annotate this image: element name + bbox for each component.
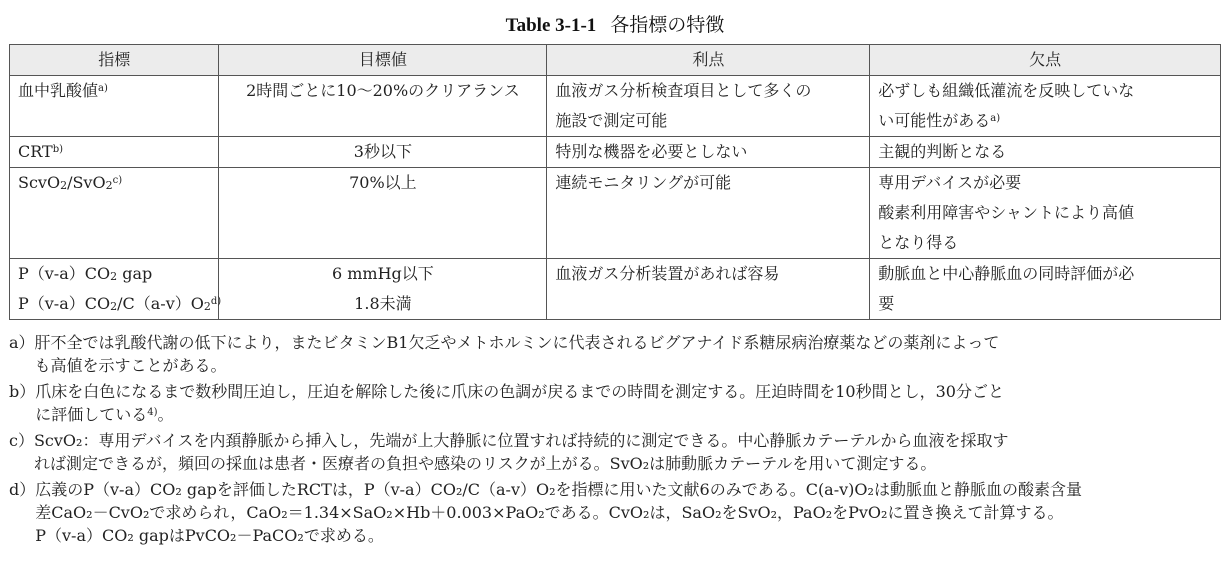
column-header-indicator: 指標 — [10, 45, 219, 76]
cell-indicator: 血中乳酸値$^{a)}$ — [10, 76, 219, 137]
footnote-b: b） 爪床を白色になるまで数秒間圧迫し，圧迫を解除した後に爪床の色調が戻るまでの時間を測定する。圧迫時間を10秒間とし，30分ごと に評価している$^{4)}$。 — [9, 382, 1004, 424]
column-header-advantage: 利点 — [547, 45, 870, 76]
table-header-row — [10, 45, 1221, 76]
cell-advantage: 連続モニタリングが可能 — [547, 168, 870, 259]
table-row — [10, 259, 1221, 320]
indicator-table — [9, 44, 1221, 320]
cell-disadvantage: 必ずしも組織低灌流を反映していな い可能性がある$^{a)}$ — [870, 76, 1221, 137]
cell-advantage: 血液ガス分析装置があれば容易 — [547, 259, 870, 320]
cell-disadvantage: 専用デバイスが必要 酸素利用障害やシャントにより高値 となり得る — [870, 168, 1221, 259]
table-row — [10, 168, 1221, 259]
footnote-a: a） 肝不全では乳酸代謝の低下により，またビタミンB1欠乏やメトホルミンに代表されるビグアナイド系糖尿病治療薬などの薬剤によって も高値を示すことがある。 — [9, 333, 1000, 375]
table-number: Table 3-1-1 — [505, 15, 597, 36]
footnote-d: d） 広義のP（v-a）CO₂ gapを評価したRCTは，P（v-a）CO₂/C（a-v）O₂を指標に用いた文献6のみである。C(a-v)O₂は動脈血と静脈血の酸素含量 差CaO₂－CvO₂で求められ，CaO₂＝1.34×SaO₂×Hb＋0.003×PaO₂である。CvO₂は，SaO₂をSvO₂，PaO₂をPvO₂に置き換えて計算する。 P（v-a）CO₂ gapはPvCO₂－PaCO₂で求める。 — [9, 480, 1082, 545]
cell-target: 2時間ごとに10～20%のクリアランス — [219, 76, 547, 137]
cell-target: 70%以上 — [219, 168, 547, 259]
cell-indicator: $P(v-a)CO_2$ gap $P(v-a)CO_2/C(a-v)O_2^{d)}$ — [10, 259, 219, 320]
cell-advantage: 血液ガス分析検査項目として多くの 施設で測定可能 — [547, 76, 870, 137]
cell-disadvantage: 主観的判断となる — [870, 137, 1221, 168]
cell-target: 3秒以下 — [219, 137, 547, 168]
table-caption: 各指標の特徴 — [610, 14, 725, 36]
column-header-target: 目標値 — [219, 45, 547, 76]
cell-indicator: CRT$^{b)}$ — [10, 137, 219, 168]
cell-disadvantage: 動脈血と中心静脈血の同時評価が必 要 — [870, 259, 1221, 320]
table-title — [0, 10, 1230, 37]
table-row — [10, 137, 1221, 168]
cell-advantage: 特別な機器を必要としない — [547, 137, 870, 168]
cell-indicator: ScvO$_2$/SvO$_2^{c)}$ — [10, 168, 219, 259]
column-header-disadvantage: 欠点 — [870, 45, 1221, 76]
table-row — [10, 76, 1221, 137]
table-footnotes — [9, 331, 1223, 550]
cell-target: 6 mmHg以下 1.8未満 — [219, 259, 547, 320]
footnote-c: c） ScvO₂：専用デバイスを内頚静脈から挿入し，先端が上大静脈に位置すれば持続的に測定できる。中心静脈カテーテルから血液を採取す れば測定できるが，頻回の採血は患者・医療者の負担や感染のリスクが上がる。SvO₂は肺動脈カテーテルを用いて測定する。 — [9, 431, 1009, 473]
